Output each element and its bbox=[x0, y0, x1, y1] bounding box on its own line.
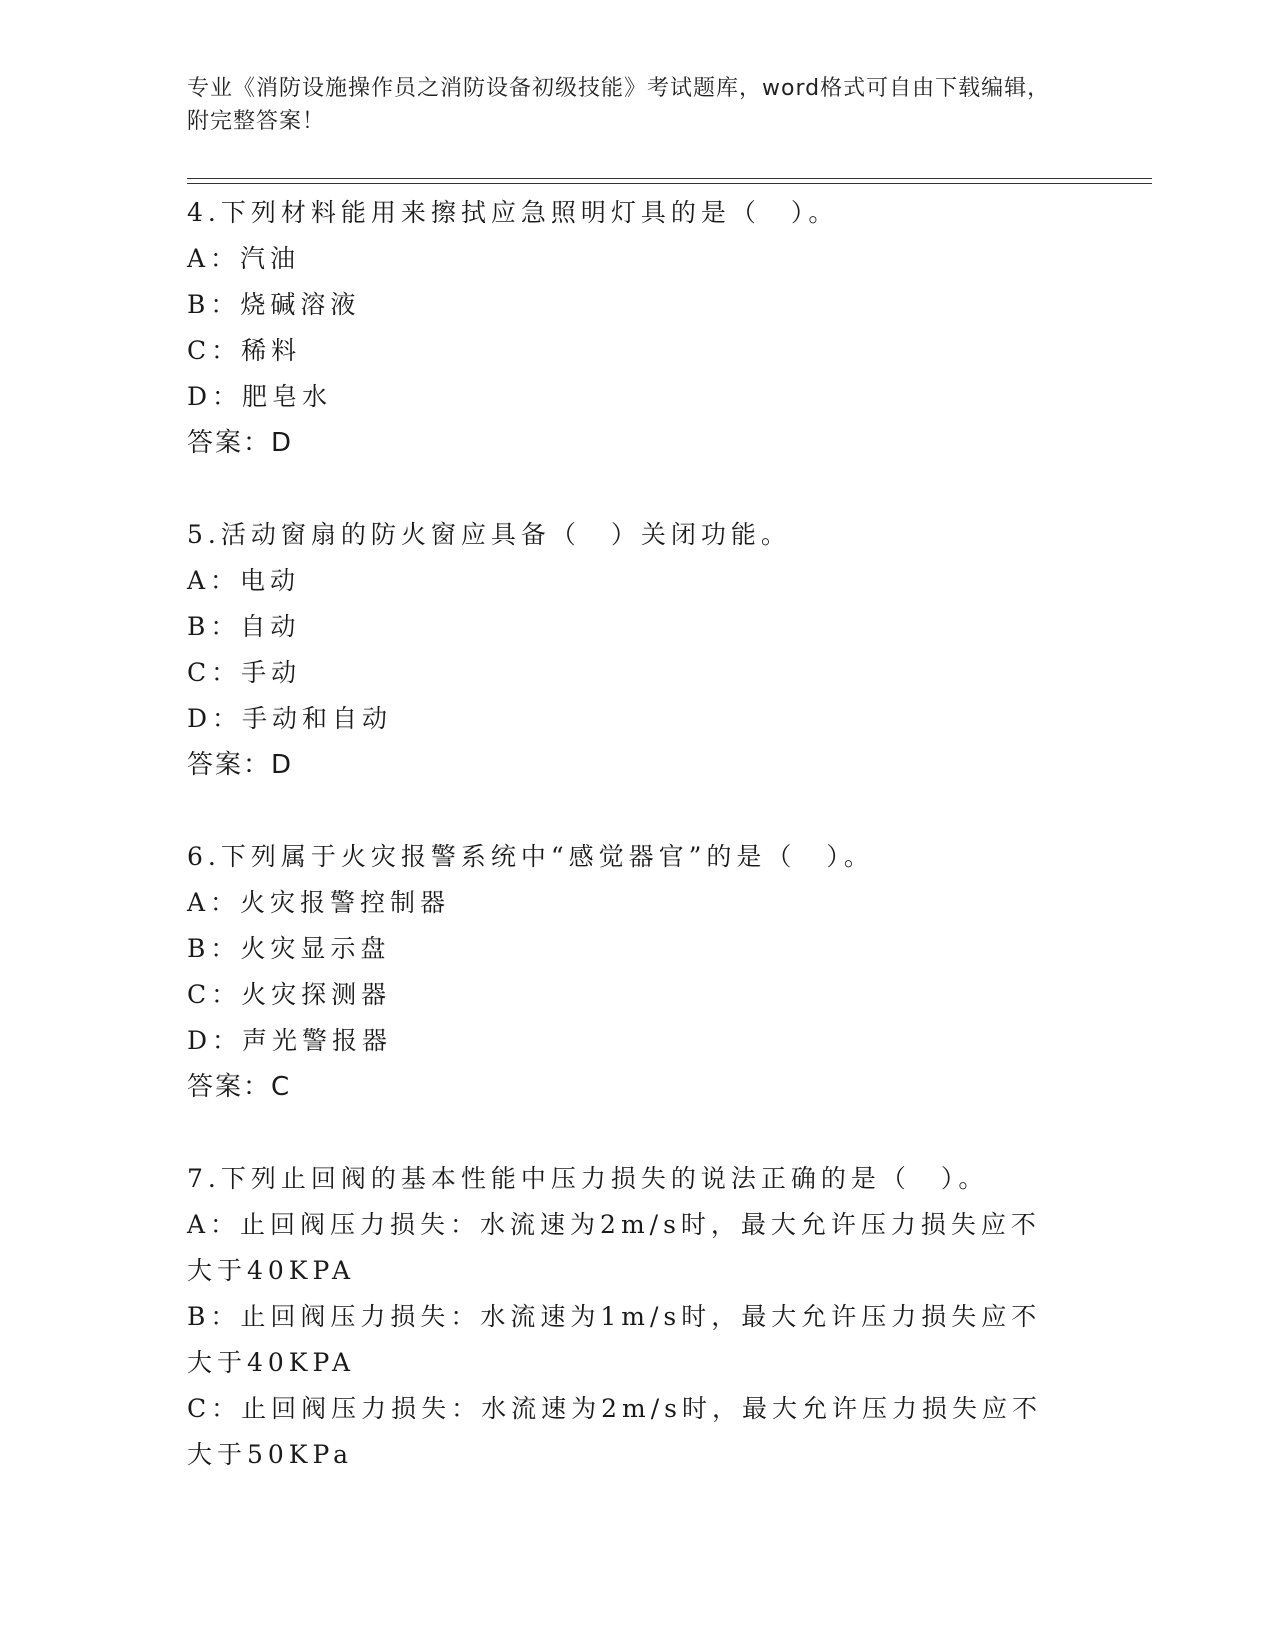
question-5 bbox=[187, 512, 1087, 788]
option-a: A：汽油 bbox=[187, 244, 301, 273]
option-c: C：手动 bbox=[187, 658, 302, 687]
option-c: C：止回阀压力损失：水流速为2m/s时，最大允许压力损失应不大于50KPa bbox=[187, 1394, 1042, 1469]
header-divider-top bbox=[187, 178, 1152, 179]
answer-label: 答案：D bbox=[187, 428, 294, 458]
question-stem: 5.活动窗扇的防火窗应具备（ ）关闭功能。 bbox=[187, 520, 791, 549]
option-d: D：肥皂水 bbox=[187, 382, 333, 411]
option-b: B：自动 bbox=[187, 612, 301, 641]
option-a: A：止回阀压力损失：水流速为2m/s时，最大允许压力损失应不大于40KPA bbox=[187, 1210, 1041, 1285]
option-b: B：止回阀压力损失：水流速为1m/s时，最大允许压力损失应不大于40KPA bbox=[187, 1302, 1042, 1377]
option-d: D：手动和自动 bbox=[187, 704, 393, 733]
option-a: A：电动 bbox=[187, 566, 301, 595]
header-divider-bottom bbox=[187, 183, 1152, 184]
question-7 bbox=[187, 1156, 1087, 1478]
document-header: 专业《消防设施操作员之消防设备初级技能》考试题库，word格式可自由下载编辑，附完整答案！ bbox=[187, 76, 1051, 134]
option-c: C：火灾探测器 bbox=[187, 980, 392, 1009]
option-b: B：烧碱溶液 bbox=[187, 290, 361, 319]
question-stem: 6.下列属于火灾报警系统中“感觉器官”的是（ ）。 bbox=[187, 842, 874, 871]
option-c: C：稀料 bbox=[187, 336, 302, 365]
question-stem: 4.下列材料能用来擦拭应急照明灯具的是（ ）。 bbox=[187, 198, 839, 227]
answer-label: 答案：D bbox=[187, 750, 294, 780]
answer-label: 答案：C bbox=[187, 1072, 292, 1102]
option-b: B：火灾显示盘 bbox=[187, 934, 391, 963]
option-a: A：火灾报警控制器 bbox=[187, 888, 451, 917]
option-d: D：声光警报器 bbox=[187, 1026, 393, 1055]
question-4 bbox=[187, 190, 1087, 466]
question-6 bbox=[187, 834, 1087, 1110]
question-list bbox=[187, 190, 1087, 1524]
question-stem: 7.下列止回阀的基本性能中压力损失的说法正确的是（ ）。 bbox=[187, 1164, 989, 1193]
